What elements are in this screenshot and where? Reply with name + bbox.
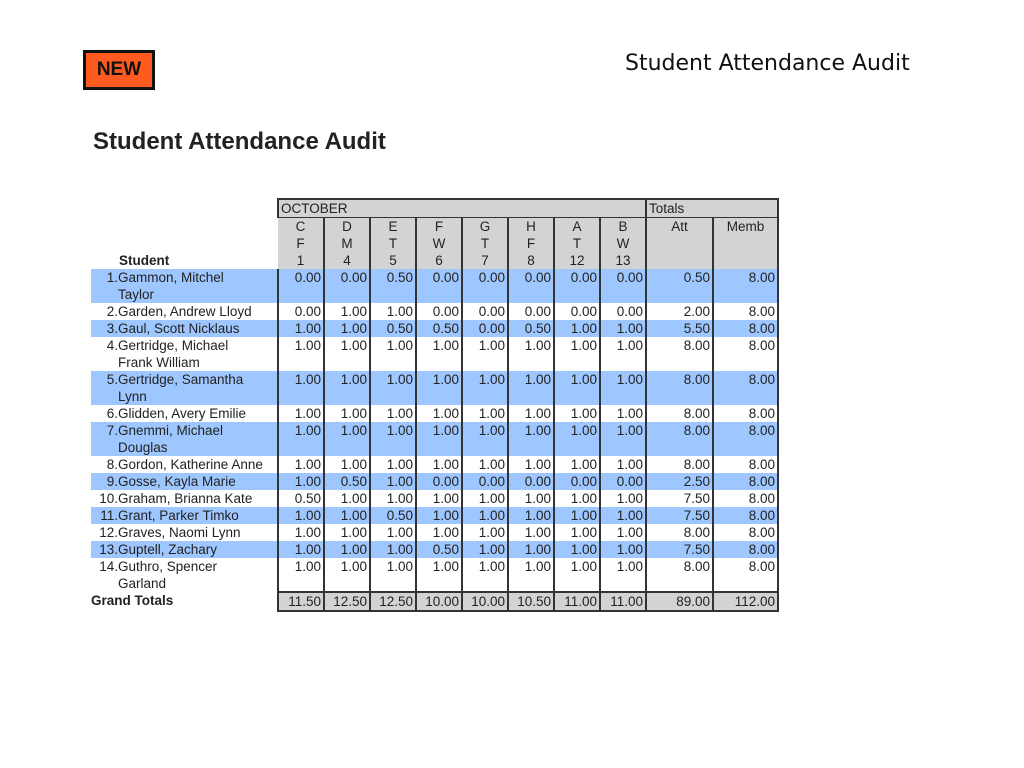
day-value-cell: 1.00	[600, 337, 646, 371]
day-column-header	[600, 218, 646, 270]
row-number: 10.	[99, 491, 118, 506]
day-value-cell: 1.00	[462, 422, 508, 456]
student-column-header: Student	[119, 253, 170, 268]
student-row	[91, 490, 778, 507]
day-value-cell: 1.00	[462, 337, 508, 371]
day-value-cell: 1.00	[554, 456, 600, 473]
day-value-cell: 1.00	[462, 507, 508, 524]
day-value-cell: 1.00	[324, 405, 370, 422]
day-value-cell: 0.50	[370, 269, 416, 303]
student-name: Guthro, Spencer	[118, 559, 218, 574]
day-value-cell: 1.00	[278, 473, 324, 490]
day-column-header	[278, 218, 324, 270]
day-value-cell: 1.00	[278, 337, 324, 371]
student-name-cell	[91, 558, 278, 592]
student-name-cell	[91, 473, 278, 490]
day-value-cell: 1.00	[278, 320, 324, 337]
day-value-cell: 0.00	[278, 269, 324, 303]
day-value-cell: 1.00	[324, 541, 370, 558]
memb-total-cell: 8.00	[713, 269, 778, 303]
student-name-continued: Garland	[118, 576, 167, 591]
grand-total-cell: 11.00	[554, 592, 600, 611]
row-number: 7.	[106, 423, 118, 438]
day-header-line: 8	[527, 253, 535, 268]
student-name: Gertridge, Samantha	[118, 372, 244, 387]
day-value-cell: 1.00	[508, 558, 554, 592]
att-total-cell: 2.00	[646, 303, 713, 320]
attendance-table	[91, 198, 779, 612]
day-value-cell: 1.00	[278, 558, 324, 592]
memb-total-cell: 8.00	[713, 456, 778, 473]
day-value-cell: 1.00	[462, 371, 508, 405]
grand-att-cell: 89.00	[646, 592, 713, 611]
row-number: 9.	[106, 474, 118, 489]
day-value-cell: 1.00	[554, 558, 600, 592]
day-value-cell: 1.00	[554, 524, 600, 541]
day-value-cell: 1.00	[278, 456, 324, 473]
day-value-cell: 1.00	[324, 456, 370, 473]
student-name: Graves, Naomi Lynn	[118, 525, 241, 540]
day-value-cell: 1.00	[600, 456, 646, 473]
student-name-continued: Taylor	[118, 287, 155, 302]
document-title: Student Attendance Audit	[93, 128, 386, 155]
day-value-cell: 1.00	[416, 524, 462, 541]
memb-total-cell: 8.00	[713, 558, 778, 592]
grand-total-cell: 10.00	[462, 592, 508, 611]
student-name: Gosse, Kayla Marie	[118, 474, 236, 489]
row-number: 4.	[106, 338, 118, 353]
day-value-cell: 0.00	[554, 303, 600, 320]
row-number: 11.	[100, 508, 118, 523]
day-value-cell: 1.00	[508, 456, 554, 473]
day-header-line: M	[341, 236, 353, 251]
day-value-cell: 0.50	[508, 320, 554, 337]
day-value-cell: 0.00	[508, 269, 554, 303]
memb-total-cell: 8.00	[713, 371, 778, 405]
grand-total-cell: 10.50	[508, 592, 554, 611]
day-value-cell: 1.00	[324, 558, 370, 592]
student-row	[91, 558, 778, 592]
day-value-cell: 0.50	[370, 507, 416, 524]
day-value-cell: 0.00	[416, 269, 462, 303]
day-value-cell: 1.00	[508, 337, 554, 371]
day-column-header	[508, 218, 554, 270]
att-total-cell: 7.50	[646, 490, 713, 507]
student-name-cell	[91, 269, 278, 303]
day-value-cell: 1.00	[600, 422, 646, 456]
grand-total-cell: 11.50	[278, 592, 324, 611]
student-row	[91, 405, 778, 422]
grand-total-cell: 11.00	[600, 592, 646, 611]
day-header-line: A	[572, 219, 582, 234]
day-header-line: C	[295, 219, 306, 234]
student-name-cell	[91, 337, 278, 371]
day-value-cell: 1.00	[324, 303, 370, 320]
day-value-cell: 1.00	[462, 541, 508, 558]
day-value-cell: 1.00	[600, 524, 646, 541]
day-header-line: T	[572, 236, 582, 251]
day-value-cell: 0.00	[462, 269, 508, 303]
day-header-line: D	[342, 219, 352, 234]
student-name: Grant, Parker Timko	[118, 508, 239, 523]
student-name-cell	[91, 371, 278, 405]
day-header-line: W	[616, 236, 630, 251]
day-value-cell: 1.00	[370, 422, 416, 456]
day-value-cell: 0.50	[416, 541, 462, 558]
day-value-cell: 0.00	[416, 303, 462, 320]
row-number: 5.	[106, 372, 118, 387]
day-value-cell: 0.00	[462, 303, 508, 320]
day-value-cell: 1.00	[278, 541, 324, 558]
day-value-cell: 0.00	[600, 303, 646, 320]
day-value-cell: 1.00	[554, 507, 600, 524]
student-row	[91, 507, 778, 524]
day-header-line: 7	[481, 253, 489, 268]
att-total-cell: 7.50	[646, 507, 713, 524]
new-badge: NEW	[83, 50, 155, 90]
day-value-cell: 1.00	[370, 541, 416, 558]
day-value-cell: 1.00	[462, 456, 508, 473]
grand-total-cell: 10.00	[416, 592, 462, 611]
slide-title: Student Attendance Audit	[625, 51, 910, 76]
row-number: 12.	[99, 525, 118, 540]
att-total-cell: 8.00	[646, 524, 713, 541]
row-number: 8.	[106, 457, 118, 472]
day-header-line: T	[480, 236, 490, 251]
day-value-cell: 0.00	[508, 473, 554, 490]
day-value-cell: 1.00	[554, 490, 600, 507]
day-value-cell: 0.00	[462, 320, 508, 337]
day-value-cell: 0.00	[600, 473, 646, 490]
day-value-cell: 1.00	[508, 405, 554, 422]
day-value-cell: 0.00	[554, 473, 600, 490]
day-value-cell: 1.00	[416, 490, 462, 507]
row-number: 1.	[106, 270, 118, 285]
day-header-line: F	[434, 219, 444, 234]
day-value-cell: 1.00	[324, 371, 370, 405]
day-column-header	[416, 218, 462, 270]
day-header-line: 5	[389, 253, 397, 268]
day-value-cell: 0.50	[416, 320, 462, 337]
day-value-cell: 1.00	[600, 371, 646, 405]
day-value-cell: 1.00	[416, 456, 462, 473]
memb-column-header: Memb	[713, 218, 778, 270]
student-row	[91, 320, 778, 337]
blank-corner	[91, 199, 278, 218]
day-column-header	[554, 218, 600, 270]
day-header-line: 6	[435, 253, 443, 268]
day-value-cell: 1.00	[462, 490, 508, 507]
student-name-cell	[91, 490, 278, 507]
day-value-cell: 1.00	[278, 524, 324, 541]
student-row	[91, 456, 778, 473]
day-header-line: E	[388, 219, 398, 234]
student-name: Gertridge, Michael	[118, 338, 229, 353]
day-value-cell: 1.00	[508, 371, 554, 405]
student-name: Guptell, Zachary	[118, 542, 218, 557]
att-total-cell: 8.00	[646, 456, 713, 473]
day-value-cell: 0.50	[278, 490, 324, 507]
student-name-cell	[91, 422, 278, 456]
day-value-cell: 1.00	[416, 371, 462, 405]
student-row	[91, 422, 778, 456]
day-header-line: H	[526, 219, 536, 234]
student-row	[91, 541, 778, 558]
day-header-line: F	[296, 236, 305, 251]
day-value-cell: 1.00	[462, 558, 508, 592]
day-value-cell: 1.00	[554, 422, 600, 456]
memb-total-cell: 8.00	[713, 405, 778, 422]
day-value-cell: 1.00	[370, 473, 416, 490]
student-row	[91, 303, 778, 320]
student-name: Gaul, Scott Nicklaus	[118, 321, 240, 336]
row-number: 2.	[106, 304, 118, 319]
month-header: OCTOBER	[278, 199, 646, 218]
memb-total-cell: 8.00	[713, 507, 778, 524]
day-value-cell: 1.00	[462, 405, 508, 422]
day-value-cell: 0.50	[370, 320, 416, 337]
day-value-cell: 1.00	[278, 507, 324, 524]
att-total-cell: 7.50	[646, 541, 713, 558]
day-header-line: W	[432, 236, 446, 251]
day-value-cell: 1.00	[278, 405, 324, 422]
memb-total-cell: 8.00	[713, 320, 778, 337]
day-value-cell: 1.00	[554, 371, 600, 405]
student-name-continued: Frank William	[118, 355, 200, 370]
day-value-cell: 0.00	[462, 473, 508, 490]
student-row	[91, 524, 778, 541]
att-total-cell: 5.50	[646, 320, 713, 337]
student-row	[91, 337, 778, 371]
memb-total-cell: 8.00	[713, 337, 778, 371]
student-name-cell	[91, 456, 278, 473]
day-value-cell: 1.00	[554, 405, 600, 422]
day-value-cell: 0.00	[416, 473, 462, 490]
row-number: 13.	[99, 542, 118, 557]
day-value-cell: 1.00	[600, 320, 646, 337]
day-value-cell: 1.00	[462, 524, 508, 541]
day-value-cell: 0.00	[600, 269, 646, 303]
grand-totals-label: Grand Totals	[91, 592, 278, 611]
student-name-cell	[91, 405, 278, 422]
day-value-cell: 1.00	[370, 558, 416, 592]
day-header-line: G	[479, 219, 491, 234]
day-value-cell: 0.00	[508, 303, 554, 320]
student-name: Gordon, Katherine Anne	[118, 457, 263, 472]
memb-total-cell: 8.00	[713, 490, 778, 507]
row-number: 3.	[106, 321, 118, 336]
day-value-cell: 0.00	[278, 303, 324, 320]
day-column-header	[324, 218, 370, 270]
day-value-cell: 1.00	[324, 422, 370, 456]
day-value-cell: 1.00	[508, 541, 554, 558]
memb-total-cell: 8.00	[713, 422, 778, 456]
memb-total-cell: 8.00	[713, 473, 778, 490]
day-value-cell: 1.00	[370, 337, 416, 371]
day-header-line: B	[618, 219, 628, 234]
day-value-cell: 1.00	[370, 524, 416, 541]
memb-total-cell: 8.00	[713, 541, 778, 558]
day-value-cell: 1.00	[600, 490, 646, 507]
day-value-cell: 1.00	[416, 337, 462, 371]
att-total-cell: 8.00	[646, 405, 713, 422]
day-value-cell: 0.00	[324, 269, 370, 303]
day-value-cell: 1.00	[370, 303, 416, 320]
day-value-cell: 1.00	[508, 507, 554, 524]
student-name-continued: Lynn	[118, 389, 147, 404]
row-number: 14.	[99, 559, 118, 574]
day-value-cell: 1.00	[600, 507, 646, 524]
day-header-line: 4	[343, 253, 351, 268]
day-value-cell: 1.00	[324, 320, 370, 337]
totals-header: Totals	[646, 199, 778, 218]
att-column-header: Att	[646, 218, 713, 270]
day-value-cell: 1.00	[508, 524, 554, 541]
day-value-cell: 1.00	[416, 507, 462, 524]
memb-total-cell: 8.00	[713, 303, 778, 320]
day-value-cell: 1.00	[324, 524, 370, 541]
grand-total-cell: 12.50	[370, 592, 416, 611]
row-number: 6.	[106, 406, 118, 421]
day-value-cell: 1.00	[508, 422, 554, 456]
day-header-line: F	[526, 236, 536, 251]
student-name: Gnemmi, Michael	[118, 423, 224, 438]
student-row	[91, 473, 778, 490]
day-value-cell: 1.00	[278, 422, 324, 456]
day-value-cell: 1.00	[600, 558, 646, 592]
student-row	[91, 371, 778, 405]
student-name: Glidden, Avery Emilie	[118, 406, 247, 421]
att-total-cell: 8.00	[646, 337, 713, 371]
memb-total-cell: 8.00	[713, 524, 778, 541]
att-total-cell: 8.00	[646, 371, 713, 405]
day-value-cell: 1.00	[324, 490, 370, 507]
student-name-cell	[91, 541, 278, 558]
att-total-cell: 8.00	[646, 558, 713, 592]
grand-totals-row	[91, 592, 778, 611]
day-value-cell: 1.00	[370, 405, 416, 422]
student-name-cell	[91, 524, 278, 541]
day-value-cell: 1.00	[416, 405, 462, 422]
grand-memb-cell: 112.00	[713, 592, 778, 611]
day-value-cell: 1.00	[370, 490, 416, 507]
student-name-continued: Douglas	[118, 440, 168, 455]
student-name: Gammon, Mitchel	[118, 270, 224, 285]
day-value-cell: 1.00	[324, 507, 370, 524]
day-header-line: 13	[615, 253, 631, 268]
day-value-cell: 1.00	[600, 541, 646, 558]
day-value-cell: 1.00	[370, 371, 416, 405]
day-value-cell: 1.00	[278, 371, 324, 405]
att-total-cell: 0.50	[646, 269, 713, 303]
att-total-cell: 2.50	[646, 473, 713, 490]
day-value-cell: 0.50	[324, 473, 370, 490]
student-name-cell	[91, 507, 278, 524]
student-row	[91, 269, 778, 303]
day-value-cell: 1.00	[600, 405, 646, 422]
day-value-cell: 1.00	[324, 337, 370, 371]
day-value-cell: 1.00	[416, 422, 462, 456]
day-header-line: 12	[569, 253, 585, 268]
grand-total-cell: 12.50	[324, 592, 370, 611]
student-name-cell	[91, 320, 278, 337]
day-column-header	[462, 218, 508, 270]
day-value-cell: 1.00	[416, 558, 462, 592]
day-value-cell: 0.00	[554, 269, 600, 303]
day-header-line: T	[388, 236, 398, 251]
day-value-cell: 1.00	[554, 337, 600, 371]
day-header-line: 1	[296, 253, 305, 268]
day-value-cell: 1.00	[554, 320, 600, 337]
day-value-cell: 1.00	[508, 490, 554, 507]
student-name: Garden, Andrew Lloyd	[118, 304, 252, 319]
day-column-header	[370, 218, 416, 270]
student-name-cell	[91, 303, 278, 320]
day-value-cell: 1.00	[370, 456, 416, 473]
student-name: Graham, Brianna Kate	[118, 491, 253, 506]
att-total-cell: 8.00	[646, 422, 713, 456]
day-value-cell: 1.00	[554, 541, 600, 558]
